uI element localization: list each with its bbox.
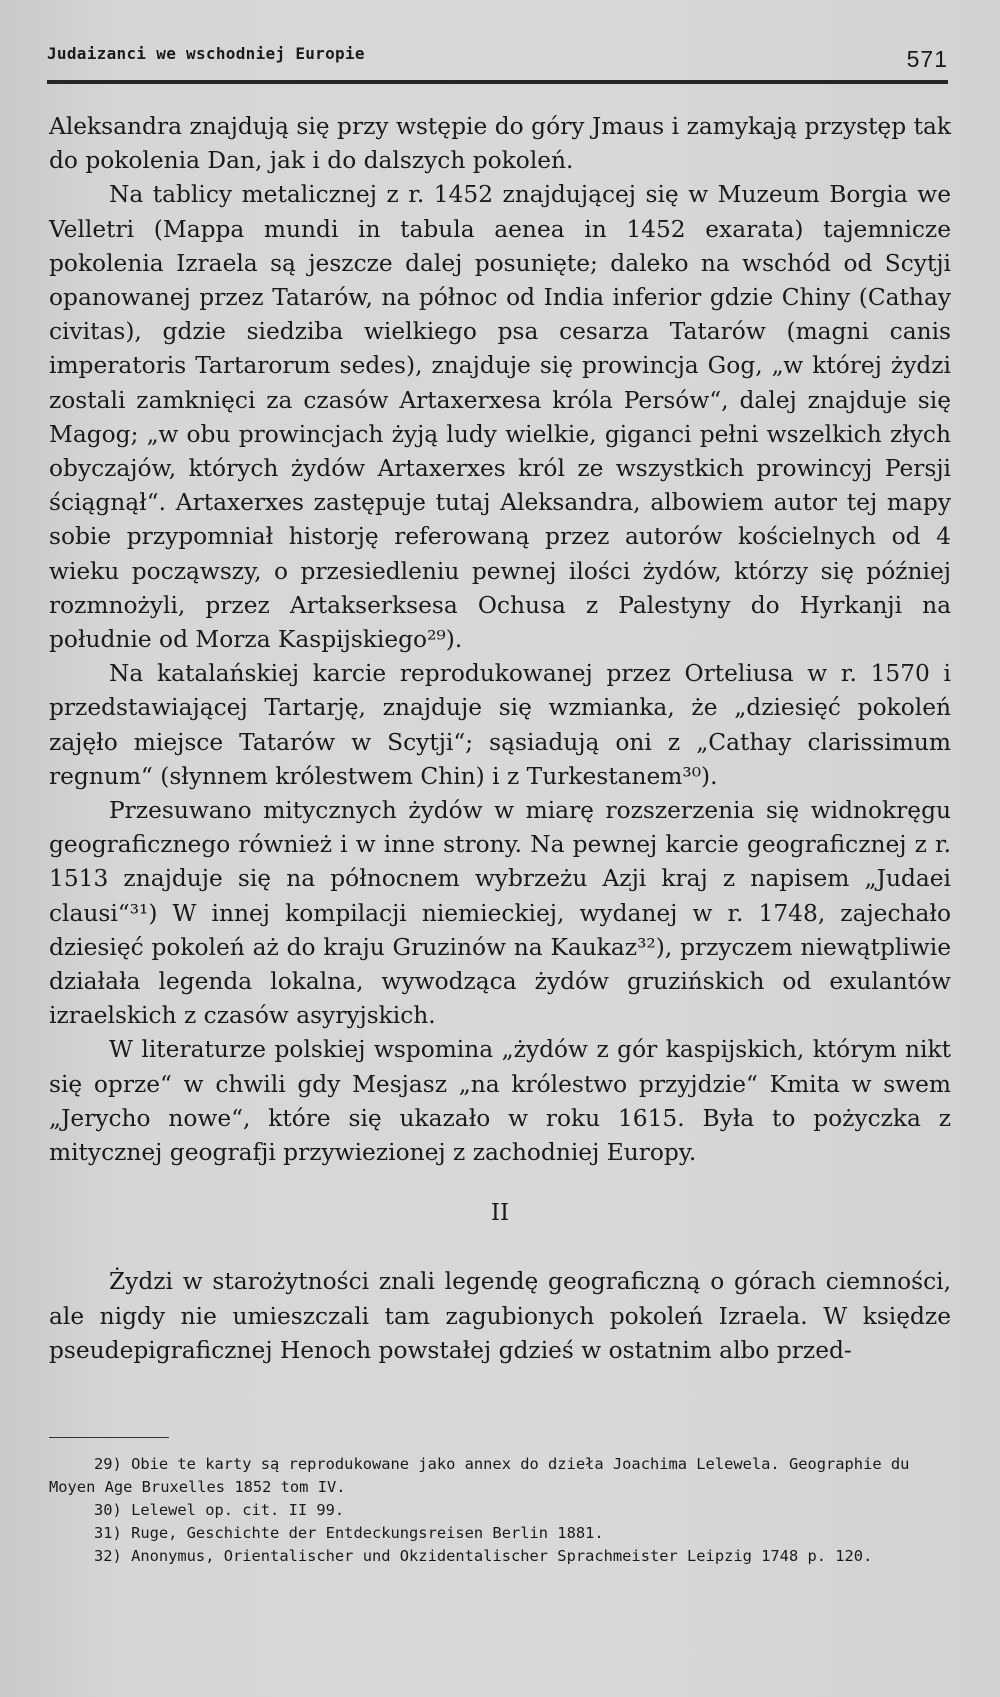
running-title: Judaizanci we wschodniej Europie bbox=[47, 44, 365, 63]
body-text bbox=[49, 110, 951, 1368]
paragraph-2: Na tablicy metalicznej z r. 1452 znajdującej się w Muzeum Borgia we Velletri (Mappa mundi in tabula aenea in 1452 exarata) tajemnicze pokolenia Izraela są jeszcze dalej posunięte; daleko na wschód od Scytji opanowanej przez Tatarów, na północ od India inferior gdzie Chiny (Cathay civitas), gdzie siedziba wielkiego psa cesarza Tatarów (magni canis imperatoris Tartarorum sedes), znajduje się prowincja Gog, „w której żydzi zostali zamknięci za czasów Artaxerxesa króla Persów“, dalej znajduje się Magog; „w obu prowincjach żyją ludy wielkie, giganci pełni wszelkich złych obyczajów, których żydów Artaxerxes król ze wszystkich prowincyj Persji ściągnął“. Artaxerxes zastępuje tutaj Aleksandra, albowiem autor tej mapy sobie przypomniał historję referowaną przez autorów kościelnych od 4 wieku począwszy, o przesiedleniu pewnej ilości żydów, którzy się później rozmnożyli, przez Artakserksesa Ochusa z Palestyny do Hyrkanji na południe od Morza Kaspijskiego²⁹). bbox=[49, 181, 951, 654]
paragraph-4: Przesuwano mitycznych żydów w miarę rozszerzenia się widnokręgu geograficznego również i w inne strony. Na pewnej karcie geograficznej z r. 1513 znajduje się na północnem wybrzeżu Azji kraj z napisem „Judaei clausi“³¹) W innej kompilacji niemieckiej, wydanej w r. 1748, zajechało dziesięć pokoleń aż do kraju Gruzinów na Kaukaz³²), przyczem niewątpliwie działała legenda lokalna, wywodząca żydów gruzińskich od exulantów izraelskich z czasów asyryjskich. bbox=[49, 797, 951, 1030]
footnote-30: 30) Lelewel op. cit. II 99. bbox=[94, 1501, 345, 1519]
paragraph-5: W literaturze polskiej wspomina „żydów z gór kaspijskich, którym nikt się oprze“ w chwili gdy Mesjasz „na królestwo przyjdzie“ Kmita w swem „Jerycho nowe“, które się ukazało w roku 1615. Była to pożyczka z mitycznej geografji przywiezionej z zachodniej Europy. bbox=[49, 1036, 951, 1167]
footnote-rule bbox=[49, 1437, 169, 1438]
running-head bbox=[47, 42, 948, 82]
paragraph-3: Na katalańskiej karcie reprodukowanej przez Orteliusa w r. 1570 i przedstawiającej Tartarję, znajduje się wzmianka, że „dziesięć pokoleń zajęło miejsce Tatarów w Scytji“; sąsiadują oni z „Cathay clarissimum regnum“ (słynnem królestwem Chin) i z Turkestanem³⁰). bbox=[49, 660, 951, 790]
page-number: 571 bbox=[906, 46, 948, 72]
paragraph-6: Żydzi w starożytności znali legendę geograficzną o górach ciemności, ale nigdy nie umieszczali tam zagubionych pokoleń Izraela. W księdze pseudepigraficznej Henoch powstałej gdzieś w ostatnim albo przed- bbox=[49, 1268, 951, 1364]
header-rule bbox=[47, 80, 948, 84]
footnote-29: 29) Obie te karty są reprodukowane jako annex do dzieła Joachima Lelewela. Geographie du Moyen Age Bruxelles 1852 tom IV. bbox=[49, 1455, 910, 1496]
footnotes bbox=[49, 1453, 951, 1568]
footnote-31: 31) Ruge, Geschichte der Entdeckungsreisen Berlin 1881. bbox=[94, 1524, 604, 1542]
footnote-32: 32) Anonymus, Orientalischer und Okzidentalischer Sprachmeister Leipzig 1748 p. 120. bbox=[94, 1547, 873, 1565]
paragraph-1: Aleksandra znajdują się przy wstępie do góry Jmaus i zamykają przystęp tak do pokolenia Dan, jak i do dalszych pokoleń. bbox=[49, 113, 951, 175]
section-heading: II bbox=[490, 1200, 510, 1227]
